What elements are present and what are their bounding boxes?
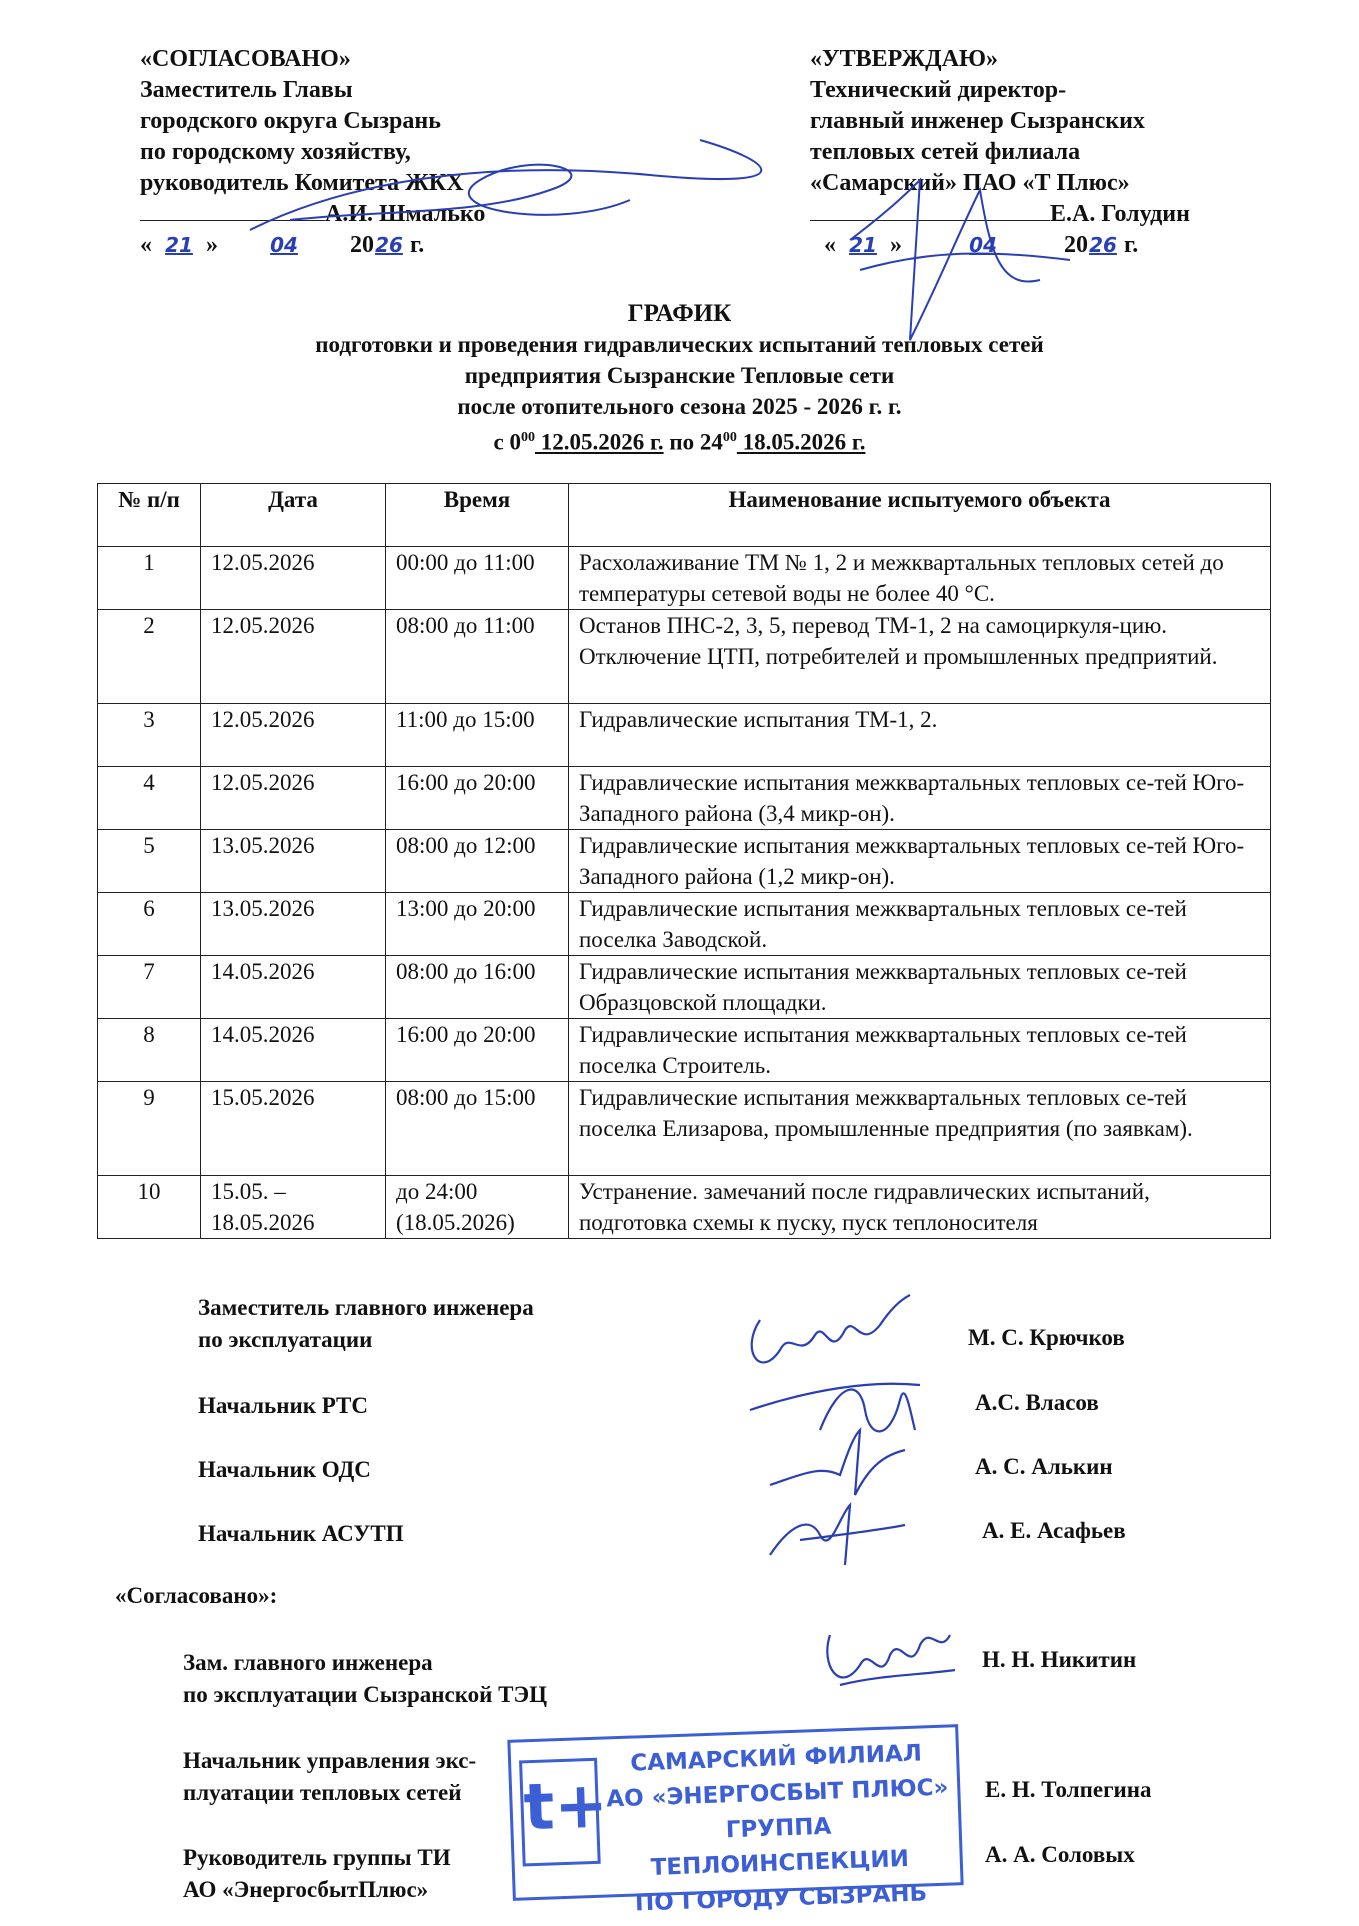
cell-object: Гидравлические испытания ТМ-1, 2. <box>569 704 1271 767</box>
signatory-title <box>198 1292 534 1356</box>
agreed-person-name: Н. Н. Никитин <box>982 1647 1137 1672</box>
cell-date: 12.05.2026 <box>201 767 386 830</box>
cell-time: 08:00 до 16:00 <box>386 956 569 1019</box>
table-row <box>98 830 1271 893</box>
period-to-label: по 24 <box>669 429 723 455</box>
approval-right-year-end: г. <box>1124 232 1139 258</box>
cell-date: 15.05. – 18.05.2026 <box>201 1176 386 1239</box>
cell-object: Гидравлические испытания межквартальных тепловых се-тей Юго-Западного района (1,2 микр-он). <box>569 830 1271 893</box>
cell-date: 15.05.2026 <box>201 1082 386 1176</box>
cell-number: 8 <box>98 1019 201 1082</box>
stamp-line: ПО ГОРОДУ СЫЗРАНЬ <box>634 1880 928 1917</box>
cell-object: Устранение. замечаний после гидравлических испытаний, подготовка схемы к пуску, пуск теплоносителя <box>569 1176 1271 1239</box>
cell-number: 7 <box>98 956 201 1019</box>
signatory-title-line: Заместитель главного инженера <box>198 1295 534 1320</box>
title-heading: ГРАФИК <box>627 300 732 327</box>
stamp-logo: t+ <box>519 1758 601 1867</box>
signature-shmalko-scribble <box>230 120 790 250</box>
agreed-person-title <box>183 1842 451 1906</box>
cell-date: 13.05.2026 <box>201 893 386 956</box>
period-from-date: 12.05.2026 г. <box>534 429 664 455</box>
cell-time: 08:00 до 15:00 <box>386 1082 569 1176</box>
title-period <box>0 422 1359 458</box>
signature-alkin-scribble <box>760 1425 910 1505</box>
agreed-title-line: плуатации тепловых сетей <box>183 1780 462 1805</box>
approval-left-date: « 21 » 04 2026 г. <box>140 230 485 261</box>
cell-time: 08:00 до 11:00 <box>386 610 569 704</box>
cell-object: Расхолаживание ТМ № 1, 2 и межквартальных тепловых сетей до температуры сетевой воды не более 40 °С. <box>569 547 1271 610</box>
table-row <box>98 610 1271 704</box>
table-row <box>98 1019 1271 1082</box>
approval-right-year-suffix: 26 <box>1089 233 1117 257</box>
table-row <box>98 704 1271 767</box>
approval-right-date: « 21 » 04 2026 г. <box>824 230 1190 261</box>
signatory-title-line: по эксплуатации <box>198 1327 373 1352</box>
approval-right-line: Технический директор- <box>810 77 1067 103</box>
signature-nikitin-scribble <box>810 1615 960 1705</box>
cell-number: 3 <box>98 704 201 767</box>
approval-right-month: 04 <box>969 233 997 257</box>
approval-right-label: «УТВЕРЖДАЮ» <box>810 46 999 72</box>
document-title <box>0 298 1359 458</box>
signature-asafyev-scribble <box>760 1495 910 1575</box>
approval-right-line: главный инженер Сызранских <box>810 108 1145 134</box>
signatory-title: Начальник АСУТП <box>198 1521 404 1546</box>
approval-right-line: «Самарский» ПАО «Т Плюс» <box>810 170 1130 196</box>
period-to-sup: 00 <box>722 430 737 445</box>
table-row <box>98 1082 1271 1176</box>
agreed-title-line: АО «ЭнергосбытПлюс» <box>183 1877 429 1902</box>
header-time: Время <box>386 484 569 547</box>
signatory-name: А. С. Алькин <box>975 1454 1113 1479</box>
header-object: Наименование испытуемого объекта <box>569 484 1271 547</box>
cell-number: 5 <box>98 830 201 893</box>
approval-left-line: Заместитель Главы <box>140 77 353 103</box>
header-date: Дата <box>201 484 386 547</box>
cell-date: 12.05.2026 <box>201 704 386 767</box>
cell-time: 00:00 до 11:00 <box>386 547 569 610</box>
cell-time: 16:00 до 20:00 <box>386 1019 569 1082</box>
agreed-person-title <box>183 1647 547 1711</box>
signatory-title: Начальник РТС <box>198 1393 368 1418</box>
cell-date: 12.05.2026 <box>201 547 386 610</box>
table-row <box>98 767 1271 830</box>
stamp-line: САМАРСКИЙ ФИЛИАЛ <box>629 1740 923 1777</box>
period-from-label: с 0 <box>493 429 521 455</box>
approval-left-month: 04 <box>270 233 298 257</box>
cell-number: 10 <box>98 1176 201 1239</box>
approval-right-line: тепловых сетей филиала <box>810 139 1081 165</box>
cell-date: 12.05.2026 <box>201 610 386 704</box>
table-row <box>98 956 1271 1019</box>
agreed-person-name: Е. Н. Толпегина <box>985 1777 1152 1802</box>
approval-left-year-end: г. <box>410 232 425 258</box>
cell-object: Гидравлические испытания межквартальных тепловых се-тей поселка Заводской. <box>569 893 1271 956</box>
agreed-label: «Согласовано»: <box>115 1583 278 1608</box>
cell-time: 11:00 до 15:00 <box>386 704 569 767</box>
cell-number: 2 <box>98 610 201 704</box>
table-header-row <box>98 484 1271 547</box>
organization-stamp <box>507 1724 963 1917</box>
cell-number: 1 <box>98 547 201 610</box>
period-to-date: 18.05.2026 г. <box>736 429 866 455</box>
cell-object: Гидравлические испытания межквартальных тепловых се-тей Образцовской площадки. <box>569 956 1271 1019</box>
title-line: после отопительного сезона 2025 - 2026 г. г. <box>457 394 902 419</box>
title-line: подготовки и проведения гидравлических испытаний тепловых сетей <box>315 332 1044 357</box>
cell-date: 14.05.2026 <box>201 1019 386 1082</box>
signatory-name: А. Е. Асафьев <box>982 1518 1126 1543</box>
signatory-name: А.С. Власов <box>975 1390 1099 1415</box>
table-row <box>98 547 1271 610</box>
header-number: № п/п <box>98 484 201 547</box>
table-row <box>98 893 1271 956</box>
cell-object: Гидравлические испытания межквартальных тепловых се-тей поселка Елизарова, промышленные предприятия (по заявкам). <box>569 1082 1271 1176</box>
agreed-title-line: Руководитель группы ТИ <box>183 1845 451 1870</box>
signatory-name: М. С. Крючков <box>968 1325 1125 1350</box>
cell-time: 08:00 до 12:00 <box>386 830 569 893</box>
schedule-table <box>97 483 1271 1239</box>
signatory-title: Начальник ОДС <box>198 1457 371 1482</box>
cell-time: до 24:00 (18.05.2026) <box>386 1176 569 1239</box>
cell-time: 13:00 до 20:00 <box>386 893 569 956</box>
agreed-title-line: по эксплуатации Сызранской ТЭЦ <box>183 1682 548 1707</box>
cell-object: Гидравлические испытания межквартальных тепловых се-тей Юго-Западного района (3,4 микр-он). <box>569 767 1271 830</box>
approval-left-name: А.И. Шмалько <box>325 201 486 227</box>
period-from-sup: 00 <box>520 430 535 445</box>
approval-left-year-prefix: 20 <box>350 232 374 258</box>
approval-left-line: городского округа Сызрань <box>140 108 441 134</box>
agreed-person-title <box>183 1745 476 1809</box>
cell-number: 6 <box>98 893 201 956</box>
cell-date: 14.05.2026 <box>201 956 386 1019</box>
approval-right-day: 21 <box>849 233 877 257</box>
agreed-person-name: А. А. Соловых <box>985 1842 1135 1867</box>
table-row <box>98 1176 1271 1239</box>
approval-left-label: «СОГЛАСОВАНО» <box>140 46 351 72</box>
cell-number: 9 <box>98 1082 201 1176</box>
approval-right-year-prefix: 20 <box>1064 232 1088 258</box>
stamp-line: АО «ЭНЕРГОСБЫТ ПЛЮС» <box>605 1774 949 1813</box>
cell-date: 13.05.2026 <box>201 830 386 893</box>
cell-object: Останов ПНС-2, 3, 5, перевод ТМ-1, 2 на самоциркуля-цию. Отключение ЦТП, потребителей и промышленных предприятий. <box>569 610 1271 704</box>
approval-left-line: руководитель Комитета ЖКХ <box>140 170 464 196</box>
approval-left-year-suffix: 26 <box>375 233 403 257</box>
approval-left-line: по городскому хозяйству, <box>140 139 411 165</box>
cell-object: Гидравлические испытания межквартальных тепловых се-тей поселка Строитель. <box>569 1019 1271 1082</box>
approval-right-name: Е.А. Голудин <box>1050 201 1190 227</box>
approval-left-day: 21 <box>165 233 193 257</box>
cell-number: 4 <box>98 767 201 830</box>
title-line: предприятия Сызранские Тепловые сети <box>464 363 895 388</box>
stamp-line: ГРУППА ТЕПЛОИНСПЕКЦИИ <box>650 1813 910 1881</box>
agreed-title-line: Зам. главного инженера <box>183 1650 433 1675</box>
stamp-text <box>601 1735 957 1922</box>
agreed-title-line: Начальник управления экс- <box>183 1748 477 1773</box>
cell-time: 16:00 до 20:00 <box>386 767 569 830</box>
